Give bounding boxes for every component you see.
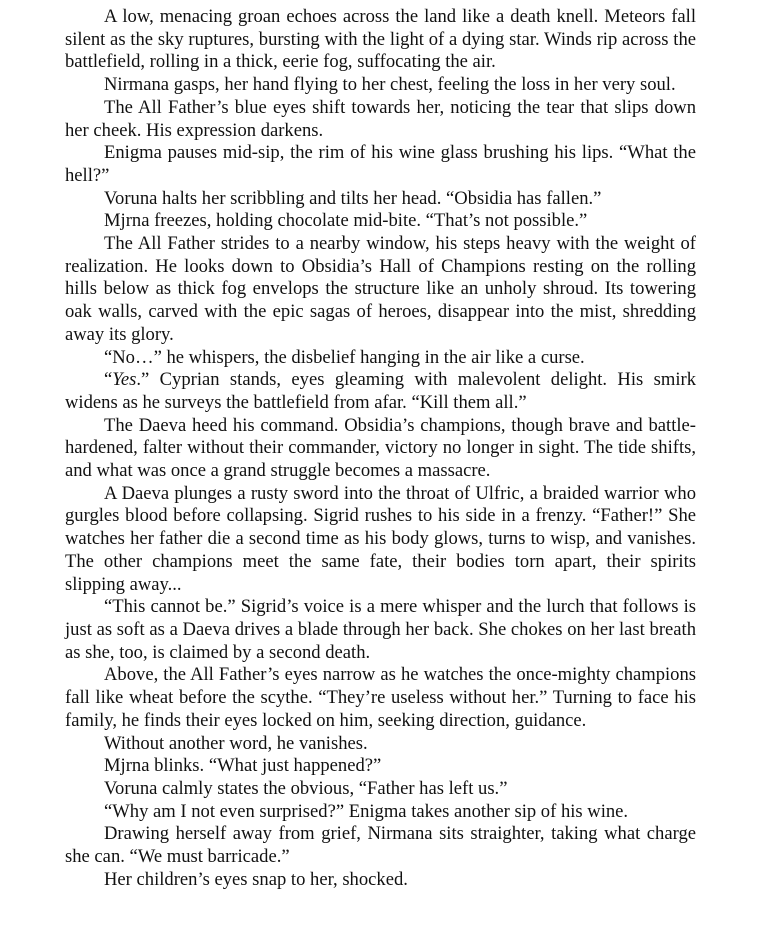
paragraph-16: Voruna calmly states the obvious, “Father has left us.” xyxy=(104,777,508,799)
paragraph-10: The Daeva heed his command. Obsidia’s champions, though brave and battle-hardened, falter without their commander, victory no longer in sight. The tide shifts, and what was once a grand struggle becomes a massacre. xyxy=(65,414,696,482)
paragraph-17: “Why am I not even surprised?” Enigma takes another sip of his wine. xyxy=(104,800,629,822)
paragraph-18: Drawing herself away from grief, Nirmana sits straighter, taking what charge she can. “We must barricade.” xyxy=(65,823,696,868)
paragraph-8: “No…” he whispers, the disbelief hanging in the air like a curse. xyxy=(104,346,585,368)
paragraph-12: “This cannot be.” Sigrid’s voice is a mere whisper and the lurch that follows is just as soft as a Daeva drives a blade through her back. She chokes on her last breath as she, too, is claimed by a second death. xyxy=(65,596,696,663)
paragraph-9-lead: “ xyxy=(104,369,113,391)
paragraph-9-rest: .” Cyprian stands, eyes gleaming with malevolent delight. His smirk widens as he surveys the battlefield from afar. “Kill them all.” xyxy=(65,369,696,413)
paragraph-5: Voruna halts her scribbling and tilts her head. “Obsidia has fallen.” xyxy=(104,187,602,209)
paragraph-15: Mjrna blinks. “What just happened?” xyxy=(104,755,382,777)
paragraph-7: The All Father strides to a nearby window, his steps heavy with the weight of realization. He looks down to Obsidia’s Hall of Champions resting on the rolling hills below as thick fog envelops the structure like an unholy shroud. Its towering oak walls, carved with the epic sagas of heroes, disappear into the mist, shredding away its glory. xyxy=(65,233,696,345)
paragraph-1: A low, menacing groan echoes across the land like a death knell. Meteors fall silent as the sky ruptures, bursting with the light of a dying star. Winds rip across the battlefield, rolling in a thick, eerie fog, suffocating the air. xyxy=(65,6,696,73)
paragraph-19: Her children’s eyes snap to her, shocked. xyxy=(104,868,408,890)
paragraph-3: The All Father’s blue eyes shift towards her, noticing the tear that slips down her cheek. His expression darkens. xyxy=(65,96,696,141)
paragraph-11: A Daeva plunges a rusty sword into the throat of Ulfric, a braided warrior who gurgles blood before collapsing. Sigrid rushes to his side in a frenzy. “Father!” She watches her father die a second time as his body glows, turns to wisp, and vanishes. The other champions meet the same fate, their bodies torn apart, their spirits slipping away... xyxy=(65,482,696,595)
paragraph-14: Without another word, he vanishes. xyxy=(104,732,368,754)
paragraph-4: Enigma pauses mid-sip, the rim of his wine glass brushing his lips. “What the hell?” xyxy=(65,142,696,186)
paragraph-9-emphasis: Yes xyxy=(112,369,137,391)
book-page xyxy=(65,6,696,891)
paragraph-6: Mjrna freezes, holding chocolate mid-bite. “That’s not possible.” xyxy=(104,210,588,232)
paragraph-13: Above, the All Father’s eyes narrow as he watches the once-mighty champions fall like wheat before the scythe. “They’re useless without her.” Turning to face his family, he finds their eyes locked on him, seeking direction, guidance. xyxy=(65,664,696,731)
paragraph-2: Nirmana gasps, her hand flying to her chest, feeling the loss in her very soul. xyxy=(104,74,676,96)
paragraph-9 xyxy=(65,369,696,414)
